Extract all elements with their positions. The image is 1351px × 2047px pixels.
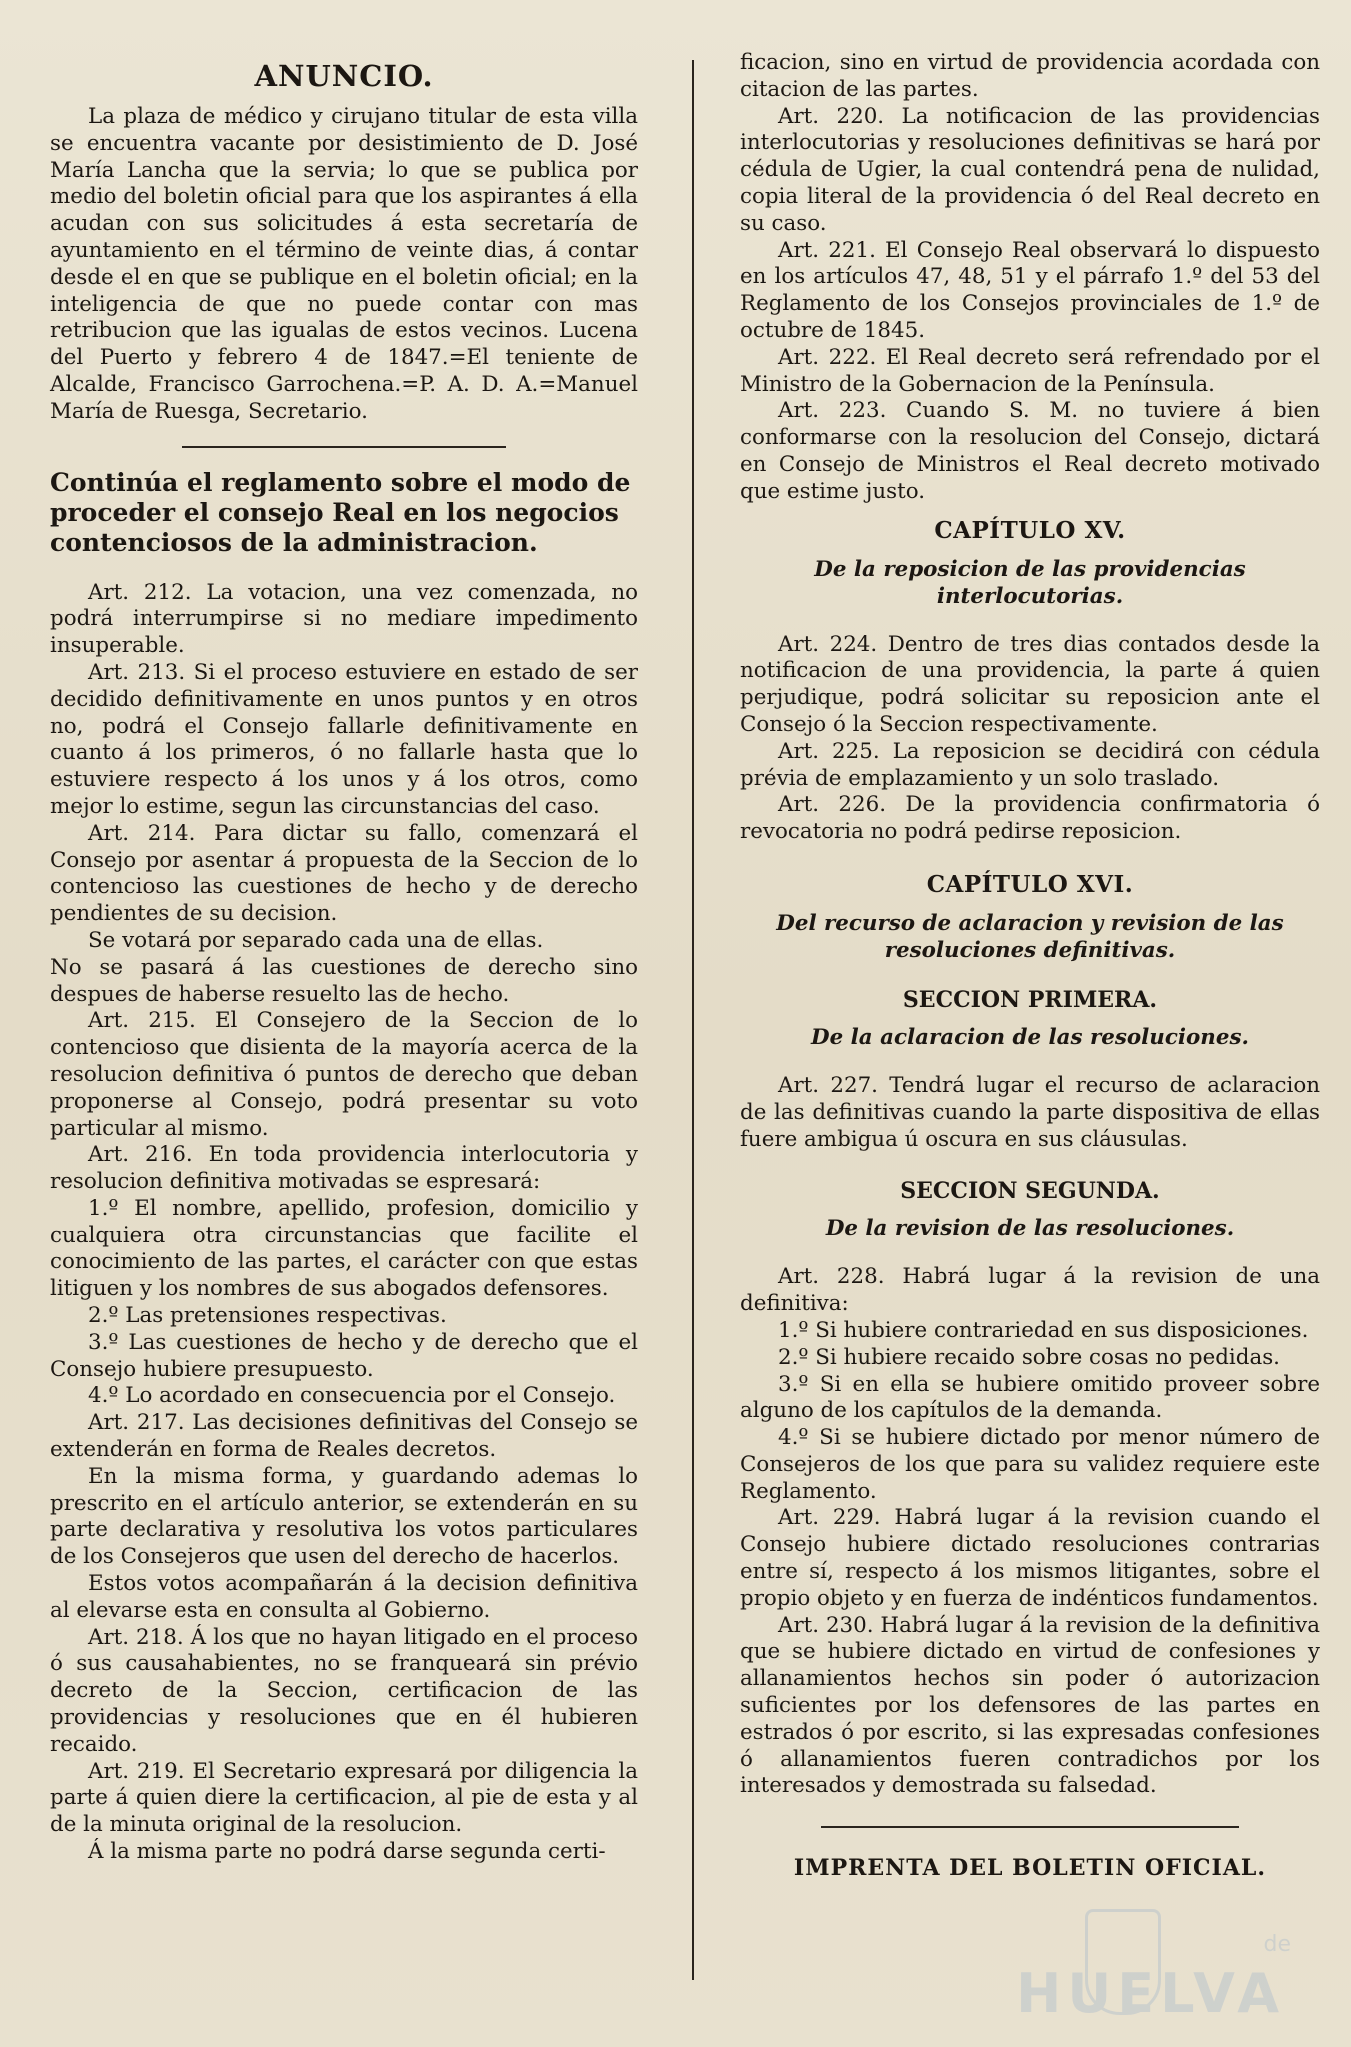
anuncio-body: La plaza de médico y cirujano titular de esta villa se encuentra vacante por desistimiento de D. José María Lancha que la servia; lo que se publica por medio del boletin oficial para que los aspirantes á ella acudan con sus solicitudes á esta secretaría de ayuntamiento en el término de veinte dias, á contar desde el en que se publique en el boletin oficial; en la inteligencia de que no puede contar con mas retribucion que las igualas de estos vecinos. Lucena del Puerto y febrero 4 de 1847.=El teniente de Alcalde, Francisco Garrochena.=P. A. D. A.=Manuel María de Ruesga, Secretario.	[50, 104, 638, 424]
left-column	[50, 50, 638, 1866]
article-paragraph: Á la misma parte no podrá darse segunda certi-	[88, 1839, 606, 1865]
chapter-15-subtitle: De la reposicion de las providencias interlocutorias.	[814, 556, 1246, 609]
article-paragraph: Art. 217. Las decisiones definitivas del Consejo se extenderán en forma de Reales decretos.	[50, 1410, 638, 1463]
spacer	[740, 1153, 1320, 1167]
article-paragraph: 2.º Si hubiere recaido sobre cosas no pedidas.	[778, 1344, 1280, 1370]
article-paragraph: Art. 226. De la providencia confirmatoria ó revocatoria no podrá pedirse reposicion.	[740, 792, 1320, 845]
article-paragraph: 4.º Si se hubiere dictado por menor número de Consejeros de los que para su validez requiere este Reglamento.	[740, 1425, 1320, 1504]
article-paragraph: No se pasará á las cuestiones de derecho sino despues de haberse resuelto las de hecho.	[50, 954, 638, 1007]
article-paragraph: En la misma forma, y guardando ademas lo prescrito en el artículo anterior, se extenderán en su parte declarativa y resolutiva los votos particulares de los Consejeros que usen del derecho de hacerlos.	[50, 1463, 638, 1570]
left-articles	[50, 580, 638, 1866]
article-paragraph: 3.º Si en ella se hubiere omitido proveer sobre alguno de los capítulos de la demanda.	[740, 1371, 1320, 1424]
article-paragraph: Art. 214. Para dictar su fallo, comenzará el Consejo por asentar á propuesta de la Seccion de lo contencioso las cuestiones de hecho y de derecho pendientes de su decision.	[50, 820, 638, 927]
watermark-small-text: de	[1263, 1932, 1291, 1957]
closing-divider	[821, 1826, 1239, 1828]
section-1-subtitle: De la aclaracion de las resoluciones.	[811, 1024, 1249, 1050]
article-paragraph: 4.º Lo acordado en consecuencia por el Consejo.	[88, 1383, 616, 1409]
imprint-line: IMPRENTA DEL BOLETIN OFICIAL.	[793, 1855, 1267, 1882]
article-paragraph: ficacion, sino en virtud de providencia acordada con citacion de las partes.	[740, 50, 1320, 102]
article-paragraph: Art. 230. Habrá lugar á la revision de la definitiva que se hubiere dictado en virtud de confesiones y allanamientos hechos sin poder ó autorizacion suficientes por los defensores de las partes en estrados ó por escrito, si las expresadas confesiones ó allanamientos fueren contradichos por los interesados y demostrada su falsedad.	[740, 1612, 1320, 1799]
section-divider	[182, 446, 505, 448]
spacer	[740, 846, 1320, 860]
article-paragraph: Art. 215. El Consejero de la Seccion de lo contencioso que disienta de la mayoría acerca de la resolucion definitiva ó puntos de derecho que deban proponerse al Consejo, podrá presentar su voto particular al mismo.	[50, 1008, 638, 1141]
article-paragraph: Art. 218. Á los que no hayan litigado en el proceso ó sus causahabientes, no se franqueará sin prévio decreto de la Seccion, certificacion de las providencias y resoluciones que en él hubieren recaido.	[50, 1624, 638, 1757]
chapter-15-title: CAPÍTULO XV.	[934, 516, 1126, 544]
article-paragraph: Art. 229. Habrá lugar á la revision cuando el Consejo hubiere dictado resoluciones contrarias entre sí, respecto á los mismos litigantes, sobre el propio objeto y en fuerza de indénticos fundamentos.	[740, 1505, 1320, 1611]
article-paragraph: Se votará por separado cada una de ellas.	[88, 927, 544, 953]
article-paragraph: Art. 228. Habrá lugar á la revision de una definitiva:	[740, 1264, 1320, 1317]
chapter-16-subtitle: Del recurso de aclaracion y revision de las resoluciones definitivas.	[776, 910, 1284, 963]
article-paragraph: 1.º El nombre, apellido, profesion, domicilio y cualquiera otra circunstancias que facilite el conocimiento de las partes, el carácter con que estas litiguen y los nombres de sus abogados defensores.	[50, 1195, 638, 1302]
section-2-title: SECCION SEGUNDA.	[900, 1178, 1160, 1205]
article-paragraph: Art. 213. Si el proceso estuviere en estado de ser decidido definitivamente en unos puntos y en otros no, podrá el Consejo fallarle definitivamente en cuanto á los primeros, ó no fallarle hasta que lo estuviere respecto á los unos y á los otros, como mejor lo estime, segun las circunstancias del caso.	[50, 659, 638, 819]
right-column	[740, 50, 1320, 1882]
article-paragraph: Art. 224. Dentro de tres dias contados desde la notificacion de una providencia, la parte á quien perjudique, podrá solicitar su reposicion ante el Consejo ó la Seccion respectivamente.	[740, 631, 1320, 737]
article-paragraph: Estos votos acompañarán á la decision definitiva al elevarse esta en consulta al Gobierno.	[50, 1571, 638, 1623]
watermark-text: HUELVA	[1016, 1962, 1285, 2025]
column-divider	[692, 60, 694, 1980]
archive-watermark	[1016, 1905, 1311, 2025]
article-paragraph: Art. 222. El Real decreto será refrendado por el Ministro de la Gobernacion de la Península.	[740, 344, 1320, 397]
reglamento-title: Continúa el reglamento sobre el modo de proceder el consejo Real en los negocios contenciosos de la administracion.	[50, 467, 631, 557]
article-paragraph: 1.º Si hubiere contrariedad en sus disposiciones.	[778, 1317, 1309, 1343]
article-paragraph: 3.º Las cuestiones de hecho y de derecho que el Consejo hubiere presupuesto.	[50, 1329, 638, 1382]
chapter-16-title: CAPÍTULO XVI.	[926, 870, 1134, 898]
article-paragraph: Art. 219. El Secretario expresará por diligencia la parte á quien diere la certificacion, al pie de esta y al de la minuta original de la resolucion.	[50, 1758, 638, 1838]
anuncio-title: ANUNCIO.	[254, 59, 434, 93]
article-paragraph: Art. 227. Tendrá lugar el recurso de aclaracion de las definitivas cuando la parte dispositiva de ellas fuere ambigua ú oscura en sus cláusulas.	[740, 1072, 1320, 1152]
section-1-title: SECCION PRIMERA.	[902, 986, 1158, 1013]
article-paragraph: Art. 212. La votacion, una vez comenzada, no podrá interrumpirse si no mediare impedimento insuperable.	[50, 579, 638, 659]
article-paragraph: Art. 223. Cuando S. M. no tuviere á bien conformarse con la resolucion del Consejo, dictará en Consejo de Ministros el Real decreto motivado que estime justo.	[740, 398, 1320, 504]
article-paragraph: Art. 225. La reposicion se decidirá con cédula prévia de emplazamiento y un solo traslado.	[740, 738, 1320, 791]
article-paragraph: 2.º Las pretensiones respectivas.	[88, 1303, 447, 1329]
section-2-subtitle: De la revision de las resoluciones.	[825, 1216, 1235, 1242]
article-paragraph: Art. 220. La notificacion de las providencias interlocutorias y resoluciones definitivas se hará por cédula de Ugier, la cual contendrá pena de nulidad, copia literal de la providencia ó del Real decreto en su caso.	[740, 103, 1320, 236]
article-paragraph: Art. 216. En toda providencia interlocutoria y resolucion definitiva motivadas se espresará:	[50, 1142, 638, 1195]
article-paragraph: Art. 221. El Consejo Real observará lo dispuesto en los artículos 47, 48, 51 y el párrafo 1.º del 53 del Reglamento de los Consejos provinciales de 1.º de octubre de 1845.	[740, 237, 1320, 343]
